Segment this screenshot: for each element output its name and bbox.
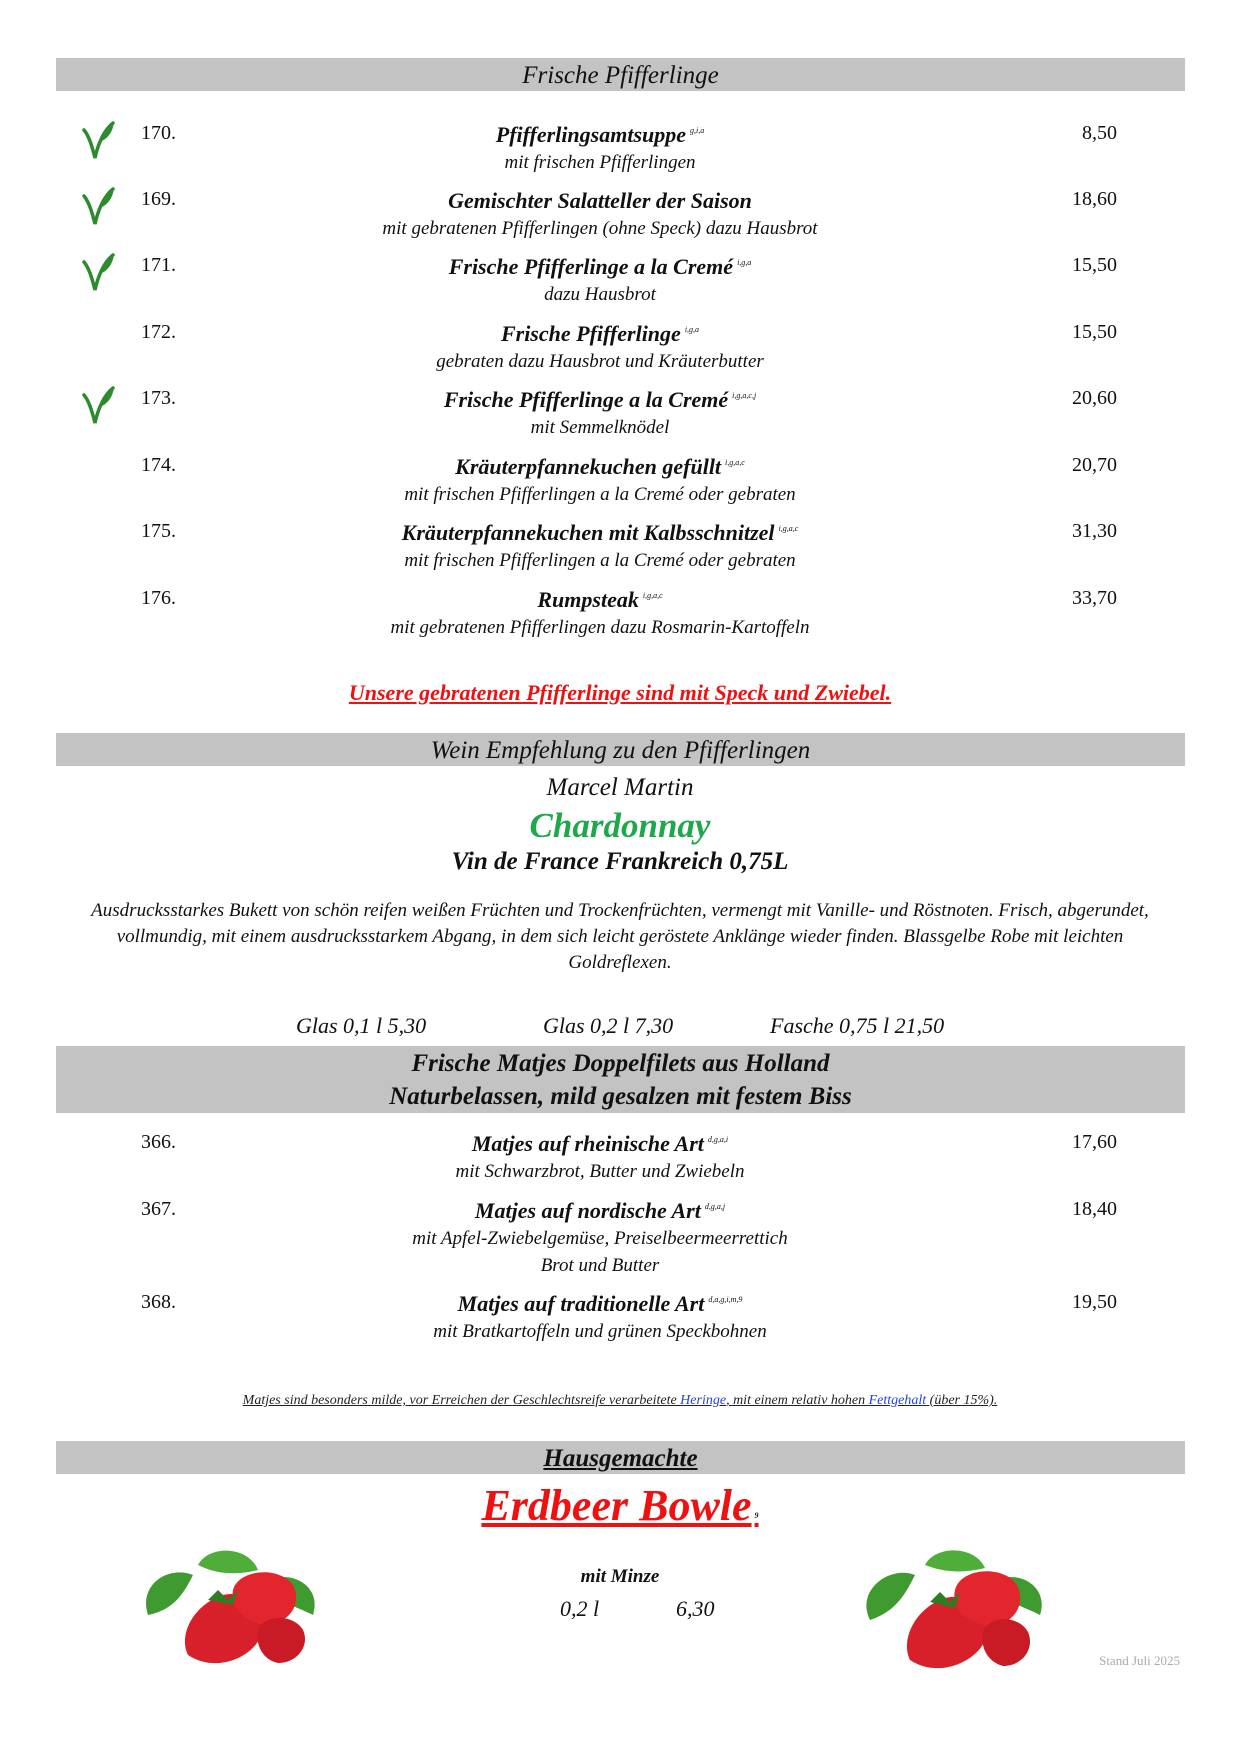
item-price: 33,70	[1072, 587, 1117, 609]
menu-item	[0, 454, 1240, 514]
menu-item	[0, 1198, 1240, 1288]
menu-item	[0, 520, 1240, 580]
item-allergens: i,g,a,c	[778, 524, 799, 533]
menu-item	[0, 254, 1240, 314]
item-description: mit Semmelknödel	[530, 417, 670, 438]
menu-item	[0, 188, 1240, 248]
item-price: 15,50	[1072, 321, 1117, 343]
bowle-title: Erdbeer Bowle $^9$	[481, 1481, 759, 1530]
item-number: 176.	[141, 587, 176, 609]
item-description: mit Apfel-Zwiebelgemüse, Preiselbeermeerrettich Brot und Butter	[412, 1228, 788, 1276]
item-name: Pfifferlingsamtsuppe $^{g,i,a}$	[495, 122, 705, 147]
item-description: mit Schwarzbrot, Butter und Zwiebeln	[455, 1161, 745, 1182]
item-name: Frische Pfifferlinge $^{i,g,a}$	[500, 321, 700, 346]
vegetarian-leaf-icon	[80, 385, 116, 425]
vegetarian-leaf-icon	[80, 120, 116, 160]
item-number: 169.	[141, 188, 176, 210]
section-header-pfifferlinge: Frische Pfifferlinge	[56, 58, 1185, 91]
matjes-header-line2: Naturbelassen, mild gesalzen mit festem Biss	[389, 1083, 852, 1110]
item-number: 171.	[141, 254, 176, 276]
item-description: mit frischen Pfifferlingen a la Cremé oder gebraten	[404, 550, 796, 571]
item-name: Gemischter Salatteller der Saison	[448, 188, 752, 213]
section-header-matjes	[56, 1046, 1185, 1113]
item-allergens: g,i,a	[690, 126, 705, 135]
section-header-wine: Wein Empfehlung zu den Pfifferlingen	[56, 733, 1185, 766]
item-name: Matjes auf traditionelle Art $^{d,a,g,i,m,9}$	[457, 1291, 743, 1316]
item-price: 17,60	[1072, 1131, 1117, 1153]
menu-item	[0, 1291, 1240, 1351]
item-number: 175.	[141, 520, 176, 542]
item-number: 174.	[141, 454, 176, 476]
item-allergens: i,g,a,c,j	[732, 391, 757, 400]
item-allergens: i,g,a,c	[725, 458, 745, 467]
item-allergens: i,g,a	[684, 325, 700, 334]
link-heringe[interactable]: Heringe	[680, 1393, 727, 1408]
item-description: mit Bratkartoffeln und grünen Speckbohnen	[433, 1321, 767, 1342]
item-name: Rumpsteak $^{i,g,a,c}$	[537, 587, 663, 612]
menu-item	[0, 587, 1240, 647]
item-number: 170.	[141, 122, 176, 144]
item-description: mit gebratenen Pfifferlingen dazu Rosmarin-Kartoffeln	[390, 617, 810, 638]
item-price: 19,50	[1072, 1291, 1117, 1313]
bowle-size: 0,2 l	[560, 1596, 600, 1621]
item-price: 20,70	[1072, 454, 1117, 476]
stand-date: Stand Juli 2025	[1099, 1653, 1180, 1668]
wine-price-bottle: Fasche 0,75 l 21,50	[770, 1013, 945, 1038]
item-price: 15,50	[1072, 254, 1117, 276]
item-allergens: d,g,a,i	[707, 1135, 729, 1144]
item-allergens: i,g,a	[737, 258, 752, 267]
wine-name: Chardonnay	[529, 806, 711, 845]
strawberry-illustration-left	[138, 1545, 328, 1675]
item-number: 367.	[141, 1198, 176, 1220]
wine-price-glass-small: Glas 0,1 l 5,30	[296, 1013, 427, 1038]
item-name: Frische Pfifferlinge a la Cremé $^{i,g,a,c,j}$	[443, 387, 757, 412]
item-price: 8,50	[1082, 122, 1117, 144]
wine-price-glass-large: Glas 0,2 l 7,30	[543, 1013, 674, 1038]
bowle-price: 6,30	[676, 1596, 715, 1621]
item-price: 31,30	[1072, 520, 1117, 542]
item-allergens: i,g,a,c	[642, 591, 663, 600]
matjes-header-line1: Frische Matjes Doppelfilets aus Holland	[411, 1050, 830, 1077]
item-number: 173.	[141, 387, 176, 409]
item-name: Kräuterpfannekuchen mit Kalbsschnitzel $^{i,g,a,c}$	[401, 520, 799, 545]
item-description: mit gebratenen Pfifferlingen (ohne Speck) dazu Hausbrot	[382, 218, 818, 239]
pfifferlinge-note: Unsere gebratenen Pfifferlinge sind mit Speck und Zwiebel.	[348, 680, 892, 705]
matjes-note: Matjes sind besonders milde, vor Erreichen der Geschlechtsreife verarbeitete Heringe, mit einem relativ hohen Fettgehalt (über 15%).	[242, 1393, 998, 1408]
wine-origin: Vin de France Frankreich 0,75L	[451, 848, 789, 875]
item-description: gebraten dazu Hausbrot und Kräuterbutter	[436, 351, 764, 372]
item-number: 366.	[141, 1131, 176, 1153]
item-number: 368.	[141, 1291, 176, 1313]
item-description: dazu Hausbrot	[544, 284, 656, 305]
section-header-hausgemachte: Hausgemachte	[56, 1441, 1185, 1474]
menu-item	[0, 122, 1240, 182]
link-fettgehalt[interactable]: Fettgehalt	[868, 1393, 927, 1408]
menu-item	[0, 1131, 1240, 1191]
wine-description: Ausdrucksstarkes Bukett von schön reifen weißen Früchten und Trockenfrüchten, vermengt mit Vanille- und Röstnoten. Frisch, abgerundet, vollmundig, mit einem ausdrucksstarkem Abgang, in dem sich leicht geröstete Anklänge wieder finden. Blassgelbe Robe mit leichten Goldreflexen.	[91, 900, 1149, 973]
item-price: 20,60	[1072, 387, 1117, 409]
menu-item	[0, 321, 1240, 381]
bowle-allergen: 9	[754, 1511, 759, 1520]
vegetarian-leaf-icon	[80, 186, 116, 226]
item-price: 18,60	[1072, 188, 1117, 210]
strawberry-illustration-right	[855, 1540, 1055, 1680]
bowle-description: mit Minze	[580, 1566, 660, 1587]
wine-producer: Marcel Martin	[546, 774, 694, 801]
item-description: mit frischen Pfifferlingen	[504, 152, 696, 173]
item-name: Frische Pfifferlinge a la Cremé $^{i,g,a}$	[448, 254, 752, 279]
vegetarian-leaf-icon	[80, 252, 116, 292]
item-name: Matjes auf rheinische Art $^{d,g,a,i}$	[471, 1131, 729, 1156]
item-name: Matjes auf nordische Art $^{d,g,a,j}$	[474, 1198, 726, 1223]
item-name: Kräuterpfannekuchen gefüllt $^{i,g,a,c}$	[455, 454, 745, 479]
item-description: mit frischen Pfifferlingen a la Cremé oder gebraten	[404, 484, 796, 505]
item-number: 172.	[141, 321, 176, 343]
item-allergens: d,g,a,j	[704, 1202, 726, 1211]
menu-item	[0, 387, 1240, 447]
item-allergens: d,a,g,i,m,9	[708, 1295, 743, 1304]
item-price: 18,40	[1072, 1198, 1117, 1220]
